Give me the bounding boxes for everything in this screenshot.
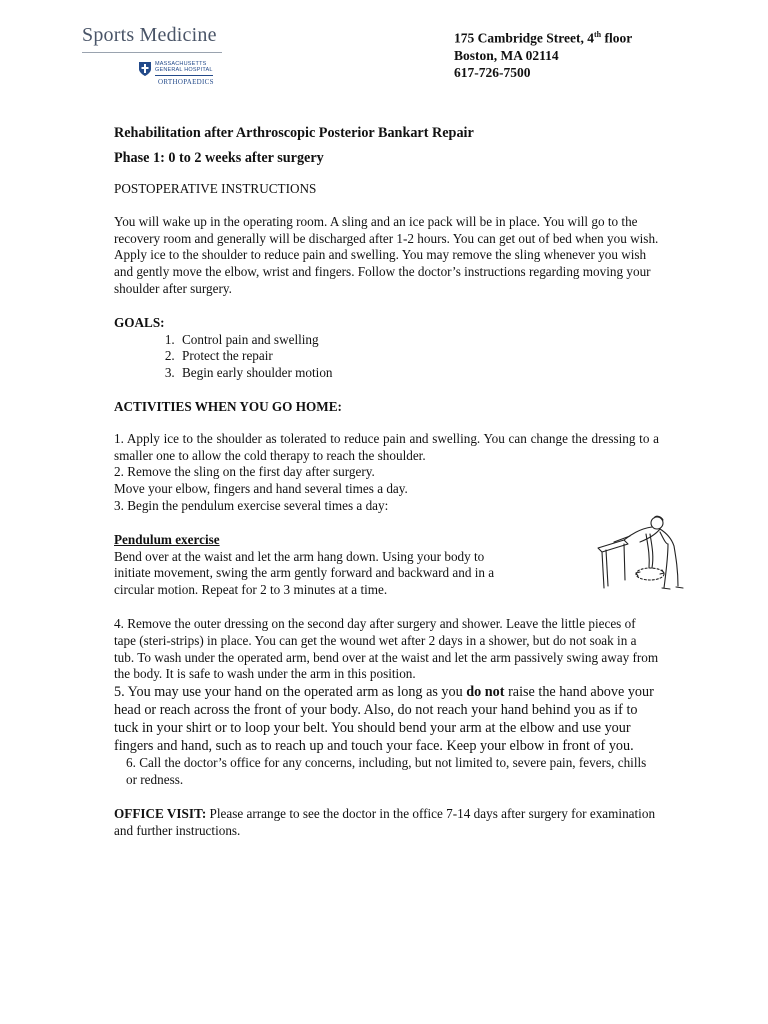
goals-heading: GOALS: (114, 314, 165, 330)
activities-heading: ACTIVITIES WHEN YOU GO HOME: (114, 398, 342, 414)
hospital-name-line2: GENERAL HOSPITAL (155, 67, 213, 73)
goal-item: 2. Protect the repair (178, 348, 659, 365)
phone-number: 617-726-7500 (454, 64, 531, 80)
activity-item-1: 1. Apply ice to the shoulder as tolerated to reduce pain and swelling. You can change the dressing to a smaller one to allow the cold therapy to reach the shoulder. (114, 430, 659, 463)
postop-body: You will wake up in the operating room. A sling and an ice pack will be in place. You will go to the recovery room and generally will be discharged after 1-2 hours. You can get out of bed when you wish. Apply ice to the shoulder to reduce pain and swelling. You may remove the sling whenever you wish and gently move the elbow, wrist and fingers. Follow the doctor’s instructions regarding moving your shoulder after surgery. (114, 213, 659, 296)
department-name: ORTHOPAEDICS (158, 78, 214, 86)
activity-item-3: 3. Begin the pendulum exercise several times a day: (114, 497, 389, 513)
pendulum-heading: Pendulum exercise (114, 531, 220, 547)
pendulum-body: Bend over at the waist and let the arm hang down. Using your body to initiate movement, swing the arm gently forward and backward and in a circular motion. Repeat for 2 to 3 minutes at a time. (114, 548, 495, 598)
office-visit-label: OFFICE VISIT: (114, 805, 207, 821)
activity-item-4: 4. Remove the outer dressing on the second day after surgery and shower. Leave the little pieces of tape (steri-strips) in place. You can get the wound wet after 2 days in a shower, but do not soak in a tub. To wash under the operated arm, bend over at the waist and let the arm passively swing away from the body. It is safe to wash under the arm in this position. (114, 615, 659, 682)
goal-item: 1. Control pain and swelling (178, 332, 659, 349)
goals-list (114, 332, 659, 382)
activity-item-5: 5. You may use your hand on the operated arm as long as you do not raise the hand above your head or reach across the front of your body. Also, do not reach your hand behind you as if to tuck in your shirt or to loop your belt. You should bend your arm at the elbow and use your fingers and hand, such as to reach up and touch your face. Keep your elbow in front of you. (114, 684, 654, 755)
office-visit-text: Please arrange to see the doctor in the office 7-14 days after surgery for examination and further instructions. (114, 805, 656, 838)
mgh-shield-icon (138, 61, 152, 77)
postop-heading: POSTOPERATIVE INSTRUCTIONS (114, 181, 317, 196)
logo-hospital-mark (138, 61, 232, 77)
activity-item-2: 2. Remove the sling on the first day after surgery. (114, 464, 375, 480)
address-line1: 175 Cambridge Street, 4th floor (454, 30, 633, 46)
hospital-name (155, 61, 213, 76)
phase-heading: Phase 1: 0 to 2 weeks after surgery (114, 150, 324, 166)
address-line2: Boston, MA 02114 (454, 47, 559, 63)
logo-divider (82, 52, 222, 53)
document-body (114, 124, 659, 839)
pendulum-exercise-illustration (594, 510, 684, 596)
document-title: Rehabilitation after Arthroscopic Posterior Bankart Repair (114, 125, 474, 141)
address-block (454, 26, 632, 81)
logo-title: Sports Medicine (82, 24, 217, 46)
activity-item-6: 6. Call the doctor’s office for any concerns, including, but not limited to, severe pain, fevers, chills or redness. (126, 755, 647, 787)
activity-item-2-continued: Move your elbow, fingers and hand several times a day. (114, 481, 408, 497)
mgh-sports-medicine-logo (82, 24, 232, 86)
goal-item: 3. Begin early shoulder motion (178, 365, 659, 382)
office-visit (114, 806, 659, 840)
hospital-name-line1: MASSACHUSETTS (155, 61, 207, 67)
